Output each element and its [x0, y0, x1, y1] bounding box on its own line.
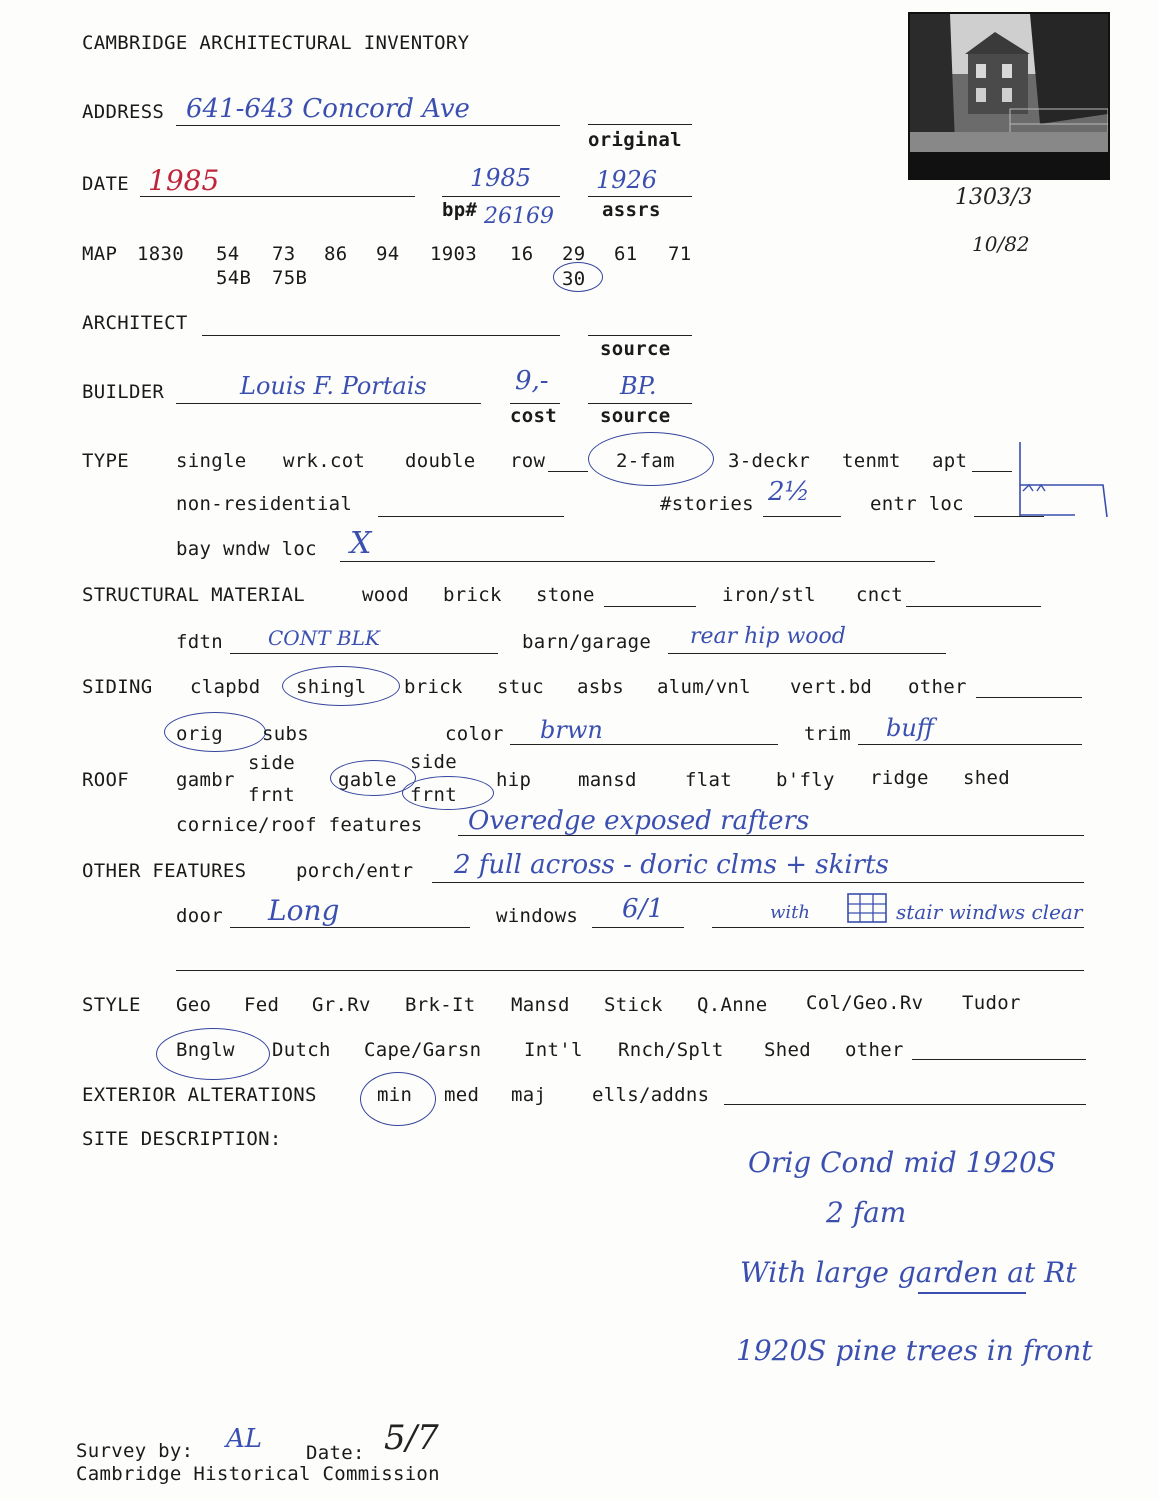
subs-label: subs — [262, 723, 309, 745]
barn-value: rear hip wood — [690, 624, 846, 649]
builder-line — [176, 403, 481, 404]
ext-alt-label: EXTERIOR ALTERATIONS — [82, 1084, 317, 1106]
map-30-circle — [553, 262, 603, 292]
type-row-line — [548, 471, 588, 472]
map-86: 86 — [324, 243, 348, 265]
struct-stone: stone — [536, 584, 595, 606]
map-1830: 1830 — [137, 243, 184, 265]
cornice-label: cornice/roof features — [176, 814, 423, 836]
original-top-line — [588, 124, 692, 125]
builder-source-label: source — [600, 405, 671, 427]
map-54: 54 — [216, 243, 240, 265]
siding-vertbd: vert.bd — [790, 676, 873, 698]
map-label: MAP — [82, 243, 118, 265]
roof-gable-side: side — [410, 751, 457, 773]
builder-source-value: BP. — [620, 372, 657, 400]
original-label: original — [588, 129, 682, 151]
orig-year: 1926 — [596, 166, 658, 194]
roof-label: ROOF — [82, 769, 129, 791]
struct-cnct: cnct — [856, 584, 903, 606]
map-94: 94 — [376, 243, 400, 265]
windows-line — [592, 927, 684, 928]
barn-line — [668, 653, 946, 654]
type-label: TYPE — [82, 450, 129, 472]
roof-gable: gable — [338, 769, 397, 791]
style-colgeorv: Col/Geo.Rv — [806, 992, 924, 1014]
ext-alt-min-circle — [360, 1072, 436, 1126]
siding-alumvnl: alum/vnl — [657, 676, 751, 698]
struct-ironstl: iron/stl — [722, 584, 816, 606]
trim-value: buff — [886, 714, 934, 742]
trim-label: trim — [804, 723, 851, 745]
bay-value: X — [350, 526, 372, 561]
address-value: 641-643 Concord Ave — [186, 94, 470, 124]
ext-alt-line — [724, 1104, 1086, 1105]
survey-date-label: Date: — [306, 1442, 365, 1464]
type-3deckr: 3-deckr — [728, 450, 811, 472]
orig-year-line — [588, 196, 692, 197]
address-label: ADDRESS — [82, 101, 165, 123]
site-label: SITE DESCRIPTION: — [82, 1128, 282, 1150]
roof-bfly: b'fly — [776, 769, 835, 791]
style-capegarsn: Cape/Garsn — [364, 1039, 482, 1061]
architect-label: ARCHITECT — [82, 312, 188, 334]
windows-note: with — [770, 902, 810, 923]
cornice-value: Overedge exposed rafters — [468, 806, 810, 836]
siding-other-line — [976, 697, 1082, 698]
porch-label: porch/entr — [296, 860, 414, 882]
site-note-underline — [918, 1292, 1026, 1294]
struct-cnct-line — [906, 606, 1041, 607]
style-tudor: Tudor — [962, 992, 1021, 1014]
nonres-line — [378, 516, 564, 517]
roof-ridge: ridge — [870, 767, 929, 789]
style-geo: Geo — [176, 994, 212, 1016]
barn-label: barn/garage — [522, 631, 652, 653]
roof-gable-frnt: frnt — [410, 784, 457, 806]
type-wrkcot: wrk.cot — [283, 450, 366, 472]
siding-asbs: asbs — [577, 676, 624, 698]
survey-date-value: 5/7 — [384, 1418, 439, 1458]
architect-source-label: source — [600, 338, 671, 360]
windows-note-2: stair windws clear — [896, 900, 1083, 924]
address-line — [176, 125, 560, 126]
type-single: single — [176, 450, 247, 472]
cost-value: 9,- — [515, 366, 549, 396]
survey-value: AL — [226, 1424, 263, 1454]
stories-label: #stories — [660, 493, 754, 515]
bp-number: 26169 — [484, 204, 554, 229]
color-label: color — [445, 723, 504, 745]
site-note-2: 2 fam — [826, 1196, 907, 1229]
map-75b: 75B — [272, 267, 308, 289]
extra-line — [176, 970, 1084, 971]
style-fed: Fed — [244, 994, 280, 1016]
type-row: row — [510, 450, 546, 472]
siding-shingl-circle — [282, 666, 400, 706]
style-intl: Int'l — [524, 1039, 583, 1061]
site-note-4: 1920S pine trees in front — [736, 1334, 1093, 1367]
survey-label: Survey by: — [76, 1440, 194, 1462]
building-photo — [908, 12, 1110, 180]
style-grrv: Gr.Rv — [312, 994, 371, 1016]
architect-line — [202, 335, 560, 336]
orig-label: orig — [176, 723, 223, 745]
siding-stuc: stuc — [497, 676, 544, 698]
map-30: 30 — [562, 268, 586, 290]
door-label: door — [176, 905, 223, 927]
map-29: 29 — [562, 243, 586, 265]
roof-frnt-circle — [402, 776, 494, 810]
site-note-3: With large garden at Rt — [740, 1256, 1077, 1289]
builder-source-line — [588, 403, 692, 404]
fdtn-value: CONT BLK — [268, 626, 380, 650]
struct-label: STRUCTURAL MATERIAL — [82, 584, 306, 606]
stories-line — [763, 516, 841, 517]
style-stick: Stick — [604, 994, 663, 1016]
assrs-label: assrs — [602, 199, 661, 221]
style-shed: Shed — [764, 1039, 811, 1061]
style-brkit: Brk-It — [405, 994, 476, 1016]
roof-gambr-frnt: frnt — [248, 784, 295, 806]
fdtn-label: fdtn — [176, 631, 223, 653]
door-value: Long — [268, 894, 340, 927]
roof-hip: hip — [496, 769, 532, 791]
trim-line — [858, 744, 1082, 745]
porch-line — [432, 882, 1084, 883]
ext-alt-med: med — [444, 1084, 480, 1106]
bay-label: bay wndw loc — [176, 538, 317, 560]
bp-label: bp# — [442, 199, 478, 221]
bp-line — [442, 196, 560, 197]
struct-stone-line — [604, 606, 696, 607]
windows-extra-line — [712, 927, 1084, 928]
map-71: 71 — [668, 243, 692, 265]
house-photo-graphic — [910, 14, 1108, 152]
style-label: STYLE — [82, 994, 141, 1016]
date-value: 1985 — [148, 164, 220, 197]
architect-source-line — [588, 335, 692, 336]
site-note-1: Orig Cond mid 1920S — [748, 1146, 1057, 1179]
color-line — [510, 744, 778, 745]
windows-label: windows — [496, 905, 579, 927]
style-rnchsplt: Rnch/Splt — [618, 1039, 724, 1061]
style-bnglw-circle — [156, 1028, 270, 1080]
color-value: brwn — [540, 716, 603, 744]
margin-note-1: 1303/3 — [955, 185, 1033, 210]
style-dutch: Dutch — [272, 1039, 331, 1061]
type-2fam-circle — [588, 432, 714, 486]
style-mansd: Mansd — [511, 994, 570, 1016]
roof-gambr-side: side — [248, 752, 295, 774]
roof-mansd: mansd — [578, 769, 637, 791]
windows-value: 6/1 — [622, 894, 664, 924]
siding-shingl: shingl — [296, 676, 367, 698]
struct-brick: brick — [443, 584, 502, 606]
site-sketch — [1015, 437, 1115, 522]
siding-brick: brick — [404, 676, 463, 698]
type-2fam: 2-fam — [616, 450, 675, 472]
entr-loc-label: entr loc — [870, 493, 964, 515]
ext-alt-ells: ells/addns — [592, 1084, 710, 1106]
map-1903: 1903 — [430, 243, 477, 265]
window-grid-sketch — [846, 892, 888, 924]
builder-value: Louis F. Portais — [240, 372, 427, 400]
map-61: 61 — [614, 243, 638, 265]
type-tenmt: tenmt — [842, 450, 901, 472]
cost-line — [510, 403, 560, 404]
door-line — [230, 927, 470, 928]
bp-year: 1985 — [470, 164, 532, 192]
other-features-label: OTHER FEATURES — [82, 860, 247, 882]
type-apt-line — [972, 471, 1012, 472]
commission-label: Cambridge Historical Commission — [76, 1463, 440, 1485]
cost-label: cost — [510, 405, 557, 427]
roof-flat: flat — [685, 769, 732, 791]
margin-note-2: 10/82 — [972, 232, 1030, 256]
map-16: 16 — [510, 243, 534, 265]
date-label: DATE — [82, 173, 129, 195]
type-apt: apt — [932, 450, 968, 472]
struct-wood: wood — [362, 584, 409, 606]
entr-loc-line — [974, 516, 1044, 517]
stories-value: 2½ — [768, 477, 810, 507]
roof-shed: shed — [963, 767, 1010, 789]
siding-clapbd: clapbd — [190, 676, 261, 698]
fdtn-line — [230, 653, 498, 654]
ext-alt-maj: maj — [511, 1084, 547, 1106]
bay-line — [340, 561, 935, 562]
siding-other: other — [908, 676, 967, 698]
map-73: 73 — [272, 243, 296, 265]
style-other: other — [845, 1039, 904, 1061]
style-other-line — [912, 1059, 1086, 1060]
style-qanne: Q.Anne — [697, 994, 768, 1016]
builder-label: BUILDER — [82, 381, 165, 403]
map-54b: 54B — [216, 267, 252, 289]
orig-circle — [164, 712, 266, 752]
form-title: CAMBRIDGE ARCHITECTURAL INVENTORY — [82, 32, 470, 54]
roof-gambr: gambr — [176, 769, 235, 791]
siding-label: SIDING — [82, 676, 153, 698]
type-double: double — [405, 450, 476, 472]
ext-alt-min: min — [377, 1084, 413, 1106]
porch-value: 2 full across - doric clms + skirts — [454, 850, 889, 880]
nonres-label: non-residential — [176, 493, 353, 515]
style-bnglw: Bnglw — [176, 1039, 235, 1061]
